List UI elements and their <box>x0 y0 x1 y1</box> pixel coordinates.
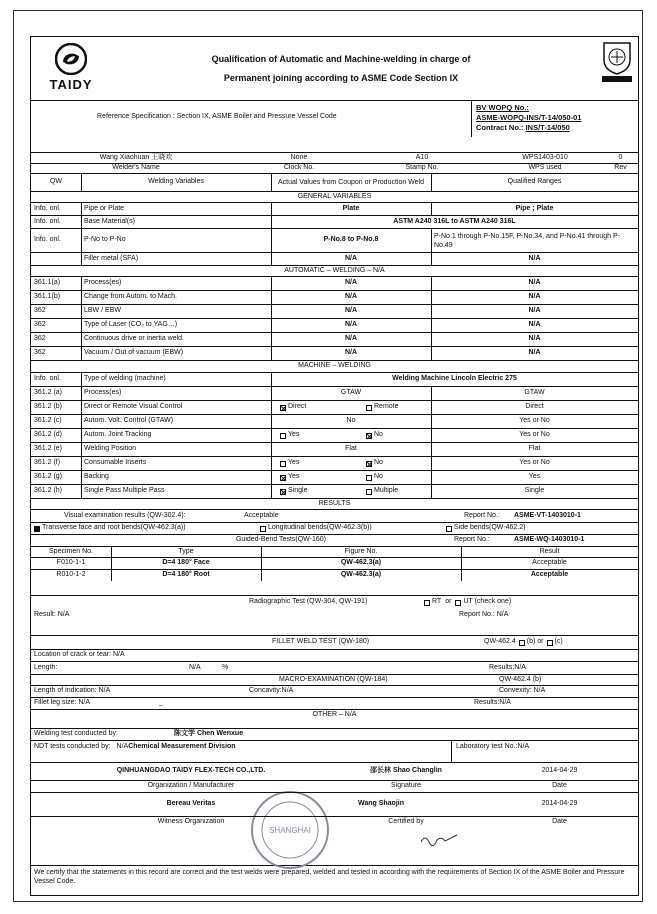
taidy-logo-icon <box>55 43 87 75</box>
option-2 <box>363 457 431 470</box>
figure-number: QW-462.3(a) <box>340 571 382 579</box>
qualified-range: N/A <box>528 335 541 343</box>
welder-labels-row <box>31 163 638 173</box>
lab-block <box>453 741 638 762</box>
qw-ref: 362 <box>34 307 46 315</box>
automatic-row <box>31 276 638 290</box>
qw-ref: 361.2 (d) <box>34 431 63 439</box>
stamp-number: A10 <box>415 153 429 161</box>
col-ranges: Qualified Ranges <box>507 178 562 186</box>
witness-row <box>31 792 638 816</box>
radiographic-report: Report No.: N/A <box>459 611 509 619</box>
macro-heading-row <box>31 674 638 685</box>
reference-specification: Reference Specification : Section IX, ASME Boiler and Pressure Vessel Code <box>97 113 337 120</box>
actual-value: P-No.8 to P-No.8 <box>323 236 379 244</box>
qw-ref: Info. onl. <box>34 236 61 244</box>
automatic-welding-heading: AUTOMATIC – WELDING – N/A <box>284 266 385 274</box>
option-label: Yes <box>288 473 300 481</box>
col-variables: Welding Variables <box>148 178 204 186</box>
checkbox-unchecked[interactable] <box>260 526 266 532</box>
bend-result: Acceptable <box>532 559 567 567</box>
machine-welding-heading-row <box>31 360 638 371</box>
checkbox-checked[interactable] <box>280 489 286 495</box>
variable-label: Type of welding (machine) <box>84 375 166 383</box>
machine-row <box>31 442 638 456</box>
qualified-range: N/A <box>528 254 541 262</box>
machine-row <box>31 470 638 484</box>
visual-exam-row <box>31 509 638 522</box>
checkbox-unchecked[interactable] <box>424 600 430 606</box>
stamp-label: Stamp No. <box>405 164 439 172</box>
option-1 <box>277 471 355 484</box>
organization-label: Organization / Manufacturer <box>147 782 235 790</box>
checkbox-unchecked[interactable] <box>547 640 553 646</box>
qw-ref: 361.2 (a) <box>34 389 63 397</box>
variable-label: Single Pass Multiple Pass <box>84 487 165 495</box>
wps-label: WPS used <box>528 164 562 172</box>
contract-label: Contract No.: <box>476 123 524 132</box>
qualified-range: N/A <box>528 349 541 357</box>
option-label: No <box>374 459 383 467</box>
col-actual: Actual Values from Coupon or Production Weld <box>277 179 425 186</box>
conducted-by-label: Welding test conducted by: <box>34 730 118 738</box>
fillet-options <box>481 636 638 649</box>
clock-label: Clock No. <box>283 164 315 172</box>
bend-type: D=4 180° Root <box>162 571 210 579</box>
witness-date: 2014-04-29 <box>541 800 578 808</box>
checkbox-unchecked[interactable] <box>366 475 372 481</box>
taidy-logo <box>41 43 101 95</box>
report-label: Report No.: <box>464 511 500 519</box>
crack-location: Location of crack or tear: N/A <box>34 651 125 659</box>
qualified-range: N/A <box>528 307 541 315</box>
actual-value: N/A <box>344 279 358 287</box>
bend-type: D=4 180° Face <box>162 559 210 567</box>
option-1 <box>277 401 355 414</box>
length-of-indication: Length of indication: N/A <box>34 687 111 695</box>
variable-label: Continuous drive or inertia weld. <box>84 335 184 343</box>
general-row <box>31 252 638 265</box>
option-2 <box>363 401 431 414</box>
option-1 <box>277 429 355 442</box>
qw-ref: Info. onl. <box>34 204 61 212</box>
fillet-weld-heading: FILLET WELD TEST (QW-180) <box>272 638 370 646</box>
title-line-1: Qualification of Automatic and Machine-welding in charge of <box>211 54 471 64</box>
length-row <box>31 661 638 674</box>
automatic-row <box>31 332 638 346</box>
fillet-leg-size: Fillet leg size: N/A <box>34 699 91 707</box>
ut-label: UT (check one) <box>463 598 512 606</box>
qualified-range: Direct <box>525 403 544 411</box>
ndt-block <box>31 741 331 762</box>
convexity: Convexity: N/A <box>499 687 546 695</box>
automatic-row <box>31 304 638 318</box>
machine-row <box>31 400 638 414</box>
ndt-row <box>31 740 638 762</box>
specimen-number: F010-1-1 <box>56 559 86 567</box>
welding-machine: Welding Machine Lincoln Electric 275 <box>392 375 517 383</box>
checkbox-checked[interactable] <box>34 526 40 532</box>
checkbox-unchecked[interactable] <box>280 433 286 439</box>
guided-bend-heading-row <box>31 534 638 546</box>
lab-label: Laboratory test No.: <box>456 743 518 750</box>
option-label: Longitudinal bends(QW-462.3(b)) <box>268 524 372 532</box>
radiographic-heading: Radiographic Test (QW-304, QW-191) <box>249 598 368 606</box>
witness-signature: Wang Shaojin <box>357 800 405 808</box>
variable-label: Process(es) <box>84 389 122 397</box>
indication-row <box>31 685 638 697</box>
checkbox-unchecked[interactable] <box>446 526 452 532</box>
fillet-c-label: (c) <box>554 638 563 646</box>
option-2 <box>363 429 431 442</box>
form-header <box>31 37 638 100</box>
option-label: Direct <box>288 403 307 411</box>
qualified-range: Yes <box>528 473 541 481</box>
automatic-welding-heading-row <box>31 265 638 276</box>
length-label: Length: <box>34 663 58 671</box>
option-label: Single <box>288 487 308 495</box>
checkbox-checked[interactable] <box>280 475 286 481</box>
variable-label: Direct or Remote Visual Control <box>84 403 183 411</box>
bend-option-side <box>443 523 638 534</box>
wpqr-value: ASME-WOPQ-INS/T-14/050-01 <box>476 113 582 122</box>
fillet-weld-row <box>31 635 638 649</box>
actual-value: Flat <box>345 445 357 453</box>
qualified-range: Flat <box>528 445 541 453</box>
fillet-ref: QW-462.4 <box>484 638 516 646</box>
variable-label: Base Material(s) <box>84 217 135 225</box>
qw-ref: Info. onl. <box>34 375 61 383</box>
conducted-by-row <box>31 728 638 740</box>
general-row <box>31 215 638 228</box>
option-2 <box>363 485 431 498</box>
radiographic-row <box>31 595 638 609</box>
actual-value: N/A <box>344 254 358 262</box>
fillet-result: Results:N/A <box>489 663 526 671</box>
wps-revision: 0 <box>618 153 623 161</box>
checkbox-checked[interactable] <box>366 461 372 467</box>
option-2 <box>363 471 431 484</box>
crack-row <box>31 649 638 661</box>
organization-date: 2014-04-29 <box>541 767 578 775</box>
length-value: N/A <box>189 663 201 671</box>
actual-value: N/A <box>344 307 358 315</box>
visual-report-number: ASME-VT-1403010-1 <box>514 511 581 519</box>
general-row <box>31 228 638 252</box>
guided-cols-row <box>31 546 638 557</box>
checkbox-unchecked[interactable] <box>455 600 461 606</box>
sub-header <box>31 100 638 136</box>
witness-label: Witness Organization <box>157 818 225 826</box>
checkbox-checked[interactable] <box>280 405 286 411</box>
ndt-label: NDT tests conducted by: <box>34 743 111 750</box>
or-label: or <box>445 598 452 606</box>
title-line-2: Permanent joining according to ASME Code Section IX <box>223 73 459 83</box>
date-label: Date <box>552 782 567 790</box>
option-label: Yes <box>288 459 300 467</box>
leg-blank: _ <box>159 699 163 707</box>
macro-ref: QW-462.4 (b) <box>499 675 542 683</box>
bend-result: Acceptable <box>530 571 569 579</box>
certification-statement-row <box>31 865 638 897</box>
lab-value: N/A <box>517 743 530 750</box>
qualified-range: N/A <box>528 279 541 287</box>
variable-label: Process(es) <box>84 279 122 287</box>
machine-row <box>31 484 638 498</box>
specimen-number: R010-1-2 <box>56 571 86 579</box>
machine-row <box>31 414 638 428</box>
col-qw: QW <box>49 178 63 186</box>
page-border <box>13 10 643 902</box>
actual-value: Plate <box>342 204 360 212</box>
variable-label: Filler metal (SFA) <box>84 254 139 262</box>
welder-name: Wang Xiaohuan 王晓欢 <box>99 153 173 161</box>
variable-label: LBW / EBW <box>84 307 121 315</box>
checkbox-checked[interactable] <box>366 433 372 439</box>
report-label: Report No.: <box>454 536 490 544</box>
machine-type-row <box>31 372 638 386</box>
results-heading-row <box>31 498 638 509</box>
guided-col-header: Figure No. <box>344 547 378 555</box>
stamp-text: SHANGHAI <box>269 826 311 835</box>
welder-values-row <box>31 152 638 163</box>
variable-label: Vacuum / Out of vacuum (EBW) <box>84 349 184 357</box>
qualified-range: Yes or No <box>519 431 550 439</box>
concavity: Concavity:N/A <box>249 687 294 695</box>
qw-ref: 361.2 (b) <box>34 403 63 411</box>
actual-value: ASTM A240 316L to ASTM A240 316L <box>393 217 516 225</box>
chemical-division: Chemical Measurement Division <box>128 743 236 750</box>
page-title <box>161 50 521 88</box>
automatic-row <box>31 346 638 360</box>
qualified-range: Yes or No <box>519 417 550 425</box>
rt-label: RT <box>432 598 442 606</box>
macro-result: Results:N/A <box>474 699 511 707</box>
leg-size-row <box>31 697 638 709</box>
witness-labels-row <box>31 816 638 828</box>
actual-value: N/A <box>344 335 358 343</box>
actual-value: N/A <box>344 293 358 301</box>
machine-welding-heading: MACHINE – WELDING <box>298 361 371 369</box>
qualified-range: Pipe ; Plate <box>515 204 554 212</box>
signature-scribble <box>419 832 459 846</box>
visual-exam-value: Acceptable <box>244 511 279 519</box>
wps-used: WPS1403-010 <box>522 153 568 161</box>
variable-label: Type of Laser (CO₂ to YAG…) <box>84 321 178 329</box>
option-label: Side bends(QW-462.2) <box>454 524 526 532</box>
guided-bend-row <box>31 569 638 581</box>
guided-col-header: Type <box>178 547 194 555</box>
organization-signature: 邵长林 Shao Changlin <box>370 767 442 775</box>
qw-ref: 361.1(a) <box>34 279 61 287</box>
qw-ref: 361.2 (f) <box>34 459 61 467</box>
option-label: Multiple <box>374 487 399 495</box>
bend-option-longitudinal <box>257 523 437 534</box>
variable-label: Autom. Volt. Control (GTAW) <box>84 417 174 425</box>
qw-ref: 361.2 (g) <box>34 473 63 481</box>
column-header-row <box>31 173 638 191</box>
guided-col-header: Specimen No. <box>49 547 93 555</box>
other-heading-row <box>31 709 638 720</box>
general-row <box>31 202 638 215</box>
checkbox-unchecked[interactable] <box>280 461 286 467</box>
automatic-row <box>31 318 638 332</box>
bureau-veritas-logo <box>600 40 634 84</box>
option-label: Transverse face and root bends(QW-462.3(a)) <box>42 524 186 532</box>
actual-value: GTAW <box>340 389 362 397</box>
variable-label: P-No to P-No <box>84 236 126 244</box>
variable-label: Autom. Joint Tracking <box>84 431 152 439</box>
rev-label: Rev <box>614 164 627 172</box>
option-label: No <box>374 473 383 481</box>
guided-report-number: ASME-WQ-1403010-1 <box>514 536 585 544</box>
qualified-range: Single <box>524 487 545 495</box>
bend-type-row <box>31 522 638 534</box>
qualified-range: GTAW <box>524 389 545 397</box>
witness-organization: Bereau Veritas <box>166 800 216 808</box>
fillet-b-label: (b) or <box>526 638 544 646</box>
machine-row <box>31 428 638 442</box>
machine-row <box>31 456 638 470</box>
organization-labels-row <box>31 780 638 792</box>
actual-value: N/A <box>344 321 358 329</box>
qw-ref: 362 <box>34 335 46 343</box>
length-unit: % <box>222 663 229 671</box>
qw-ref: 361.2 (e) <box>34 445 63 453</box>
option-label: No <box>374 431 383 439</box>
option-1 <box>277 457 355 470</box>
wpqr-box <box>471 101 638 137</box>
certified-label: Certified by <box>388 818 424 826</box>
qualified-range: P-No.1 through P-No.15F, P-No.34, and P-No.41 through P-No.49 <box>434 232 620 249</box>
variable-label: Backing <box>84 473 109 481</box>
wpqr-label: BV WOPQ No.: <box>476 103 529 112</box>
variable-label: Welding Position <box>84 445 137 453</box>
actual-value: N/A <box>344 349 358 357</box>
general-variables-heading-row <box>31 191 638 202</box>
qw-ref: 361.2 (h) <box>34 487 63 495</box>
radiographic-result: Result: N/A <box>34 611 70 619</box>
signature-label: Signature <box>391 782 421 790</box>
welder-name-label: Welder's Name <box>112 164 160 172</box>
figure-number: QW-462.3(a) <box>340 559 382 567</box>
qw-ref: 361.2 (c) <box>34 417 62 425</box>
conducted-by-value: 陈文学 Chen Wenxue <box>174 730 244 738</box>
option-label: Yes <box>288 431 300 439</box>
results-heading: RESULTS <box>318 499 351 507</box>
guided-bend-row <box>31 557 638 569</box>
guided-col-header: Result <box>539 547 560 555</box>
machine-process-row <box>31 386 638 400</box>
guided-bend-heading: Guided-Bend Tests(QW-160) <box>235 536 326 544</box>
option-1 <box>277 485 355 498</box>
variable-label: Change from Autom. to Mach. <box>84 293 177 301</box>
certification-statement: We certify that the statements in this record are correct and the test welds were prepared, welded and tested in according with the requirements of Section IX of the ASME Boiler and Pressure Vessel Code. <box>34 869 625 885</box>
qualified-range: N/A <box>528 293 541 301</box>
ndt-line <box>34 742 128 751</box>
organization-row <box>31 762 638 780</box>
checkbox-unchecked[interactable] <box>519 640 525 646</box>
macro-heading: MACRO-EXAMINATION (QW-184) <box>279 675 388 683</box>
logo-text: TAIDY <box>49 77 93 93</box>
qw-ref: Info. onl. <box>34 217 61 225</box>
qw-ref: 361.1(b) <box>34 293 61 301</box>
checkbox-unchecked[interactable] <box>366 489 372 495</box>
clock-number: None <box>290 153 308 161</box>
qualified-range: Yes or No <box>519 459 550 467</box>
radiographic-options <box>421 596 541 609</box>
checkbox-unchecked[interactable] <box>366 405 372 411</box>
other-heading: OTHER – N/A <box>312 710 357 718</box>
form-frame <box>30 36 639 896</box>
actual-value: No <box>346 417 356 425</box>
date-label: Date <box>552 818 567 826</box>
qualified-range: N/A <box>528 321 541 329</box>
qw-ref: 362 <box>34 321 46 329</box>
variable-label: Pipe or Plate <box>84 204 125 212</box>
automatic-row <box>31 290 638 304</box>
option-label: Remote <box>374 403 399 411</box>
bend-option-transverse <box>31 523 251 534</box>
organization-name: QINHUANGDAO TAIDY FLEX-TECH CO.,LTD. <box>116 767 266 775</box>
qw-ref: 362 <box>34 349 46 357</box>
variable-label: Consumable Inserts <box>84 459 147 467</box>
contract-value: INS/T-14/050 <box>525 123 570 132</box>
ndt-value: N/A <box>116 743 129 750</box>
visual-exam-label: Visual examination results (QW-302.4): <box>64 511 186 519</box>
qw-ref <box>31 253 81 265</box>
general-variables-heading: GENERAL VARIABLES <box>297 192 372 200</box>
radiographic-result-row <box>31 609 638 622</box>
